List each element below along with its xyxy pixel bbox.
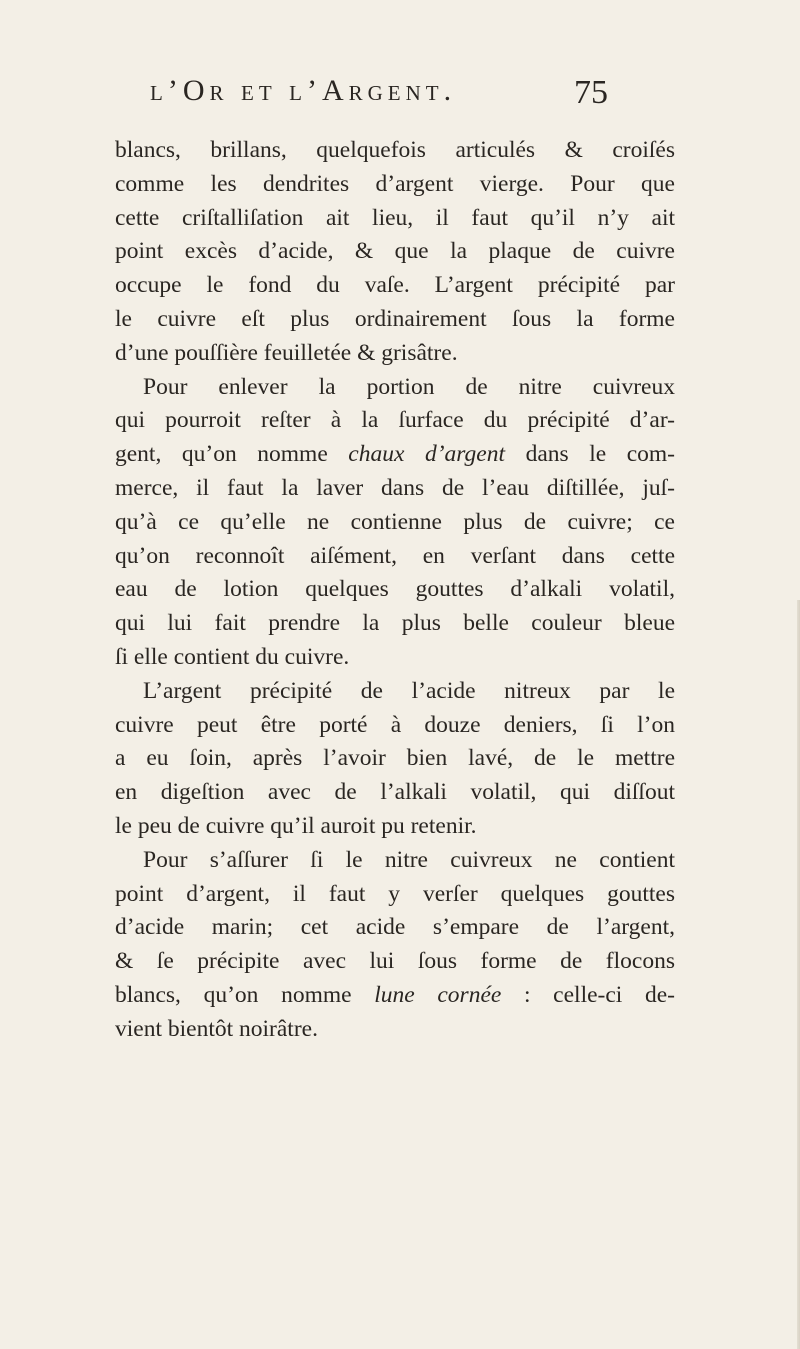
- text-line: & ſe précipite avec lui ſous forme de flocons: [115, 948, 675, 975]
- text-line: d’acide marin; cet acide s’empare de l’argent,: [115, 914, 675, 941]
- text-line: qui lui fait prendre la plus belle couleur bleue: [115, 610, 675, 637]
- body-text: [115, 134, 675, 1047]
- text-line: en digeſtion avec de l’alkali volatil, qui diſſout: [115, 779, 675, 806]
- text-line: qui pourroit reſter à la ſurface du précipité d’ar-: [115, 407, 675, 434]
- text-line: point excès d’acide, & que la plaque de cuivre: [115, 238, 675, 265]
- text-line: gent, qu’on nomme chaux d’argent dans le com-: [115, 441, 675, 468]
- page-number: 75: [574, 74, 608, 111]
- text-line: cette criſtalliſation ait lieu, il faut qu’il n’y ait: [115, 204, 675, 231]
- text-line: cuivre peut être porté à douze deniers, ſi l’on: [115, 711, 675, 738]
- text-line: L’argent précipité de l’acide nitreux par le: [143, 677, 675, 704]
- text-line: qu’à ce qu’elle ne contienne plus de cuivre; ce: [115, 508, 675, 535]
- text-line: blancs, qu’on nomme lune cornée : celle-ci de-: [115, 981, 675, 1008]
- text-line: comme les dendrites d’argent vierge. Pour que: [115, 170, 675, 197]
- text-line: qu’on reconnoît aiſément, en verſant dans cette: [115, 542, 675, 569]
- italic-term: lune cornée: [374, 981, 502, 1008]
- text-line: point d’argent, il faut y verſer quelques gouttes: [115, 880, 675, 907]
- text-line: merce, il faut la laver dans de l’eau diſtillée, juſ-: [115, 474, 675, 501]
- text-line: ſi elle contient du cuivre.: [115, 643, 350, 670]
- text-line: blancs, brillans, quelquefois articulés & croiſés: [115, 137, 675, 163]
- text-line: d’une pouſſière feuilletée & grisâtre.: [115, 339, 458, 366]
- italic-term: chaux d’argent: [348, 441, 506, 468]
- text-line: Pour enlever la portion de nitre cuivreux: [143, 373, 675, 400]
- text-line: le cuivre eſt plus ordinairement ſous la forme: [115, 305, 675, 332]
- text-line: occupe le fond du vaſe. L’argent précipité par: [115, 272, 675, 299]
- text-line: le peu de cuivre qu’il auroit pu retenir.: [115, 812, 477, 839]
- running-title: l’Or et l’Argent.: [150, 74, 457, 107]
- text-line: Pour s’aſſurer ſi le nitre cuivreux ne contient: [143, 846, 675, 873]
- text-line: eau de lotion quelques gouttes d’alkali volatil,: [115, 576, 675, 603]
- text-line: vient bientôt noirâtre.: [115, 1015, 318, 1042]
- page-header: [0, 74, 800, 124]
- text-line: a eu ſoin, après l’avoir bien lavé, de le mettre: [115, 745, 675, 772]
